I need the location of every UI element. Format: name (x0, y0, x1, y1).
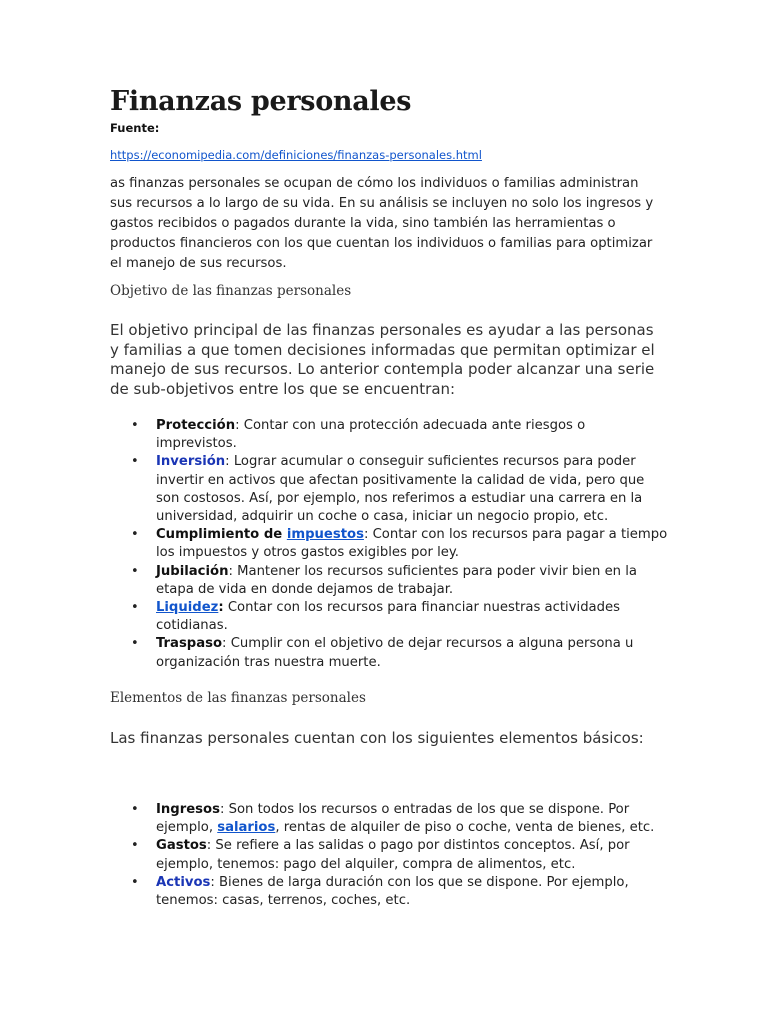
bullet-icon: • (131, 454, 139, 470)
page-title: Finanzas personales (110, 86, 412, 117)
list-item-term: Protección (156, 418, 236, 433)
section-heading-elementos: Elementos de las finanzas personales (110, 690, 366, 706)
list-item-text: , rentas de alquiler de piso o coche, venta de bienes, etc. (275, 820, 655, 836)
objetivos-list (110, 417, 670, 672)
list-item-colon: : (222, 636, 227, 652)
list-item-term: Ingresos (156, 802, 220, 817)
list-item-text: : Contar con los recursos para pagar a tiempo los impuestos y otros gastos exigibles por ley. (156, 527, 668, 561)
list-item-term: Traspaso (156, 636, 223, 652)
list-item-term: Cumplimiento de (156, 527, 287, 543)
list-item-text: Contar con los recursos para financiar nuestras actividades cotidianas. (156, 600, 620, 634)
list-item (110, 563, 670, 599)
list-item (110, 635, 670, 671)
list-item (110, 526, 670, 562)
section-heading-objetivo: Objetivo de las finanzas personales (110, 283, 352, 299)
salarios-link[interactable]: salarios (217, 820, 276, 836)
bullet-icon: • (131, 838, 139, 854)
bullet-icon: • (131, 802, 139, 817)
bullet-icon: • (131, 874, 139, 890)
list-item (110, 874, 670, 910)
liquidez-link[interactable]: Liquidez (156, 600, 219, 616)
bullet-icon: • (131, 527, 139, 543)
elementos-list (110, 801, 670, 910)
list-item-colon: : (218, 600, 224, 616)
list-item-colon: : (235, 418, 240, 433)
list-item-text: Mantener los recursos suficientes para poder vivir bien en la etapa de vida en donde dejamos de trabajar. (156, 563, 637, 597)
source-label: Fuente: (110, 121, 160, 135)
list-item-text: : Se refiere a las salidas o pago por distintos conceptos. Así, por ejemplo, tenemos: pago del alquiler, compra de alimentos, etc. (156, 838, 630, 872)
list-item-text: Contar con una protección adecuada ante riesgos o imprevistos. (156, 418, 586, 452)
list-item-text: Cumplir con el objetivo de dejar recursos a alguna persona u organización tras nuestra muerte. (156, 636, 634, 670)
section-paragraph-objetivo: El objetivo principal de las finanzas personales es ayudar a las personas y familias a que tomen decisiones informadas que permitan optimizar el manejo de sus recursos. Lo anterior contempla poder alcanzar una serie de sub-objetivos entre los que se encuentran: (110, 321, 655, 399)
list-item-term: Activos (156, 874, 211, 890)
list-item-text: Lograr acumular o conseguir suficientes recursos para poder invertir en activos que afectan positivamente la calidad de vida, pero que son costosos. Así, por ejemplo, nos referimos a estudiar una carrera en la universidad, adquirir un coche o casa, iniciar un negocio propio, etc. (156, 454, 645, 525)
bullet-icon: • (131, 418, 139, 433)
bullet-icon: • (131, 636, 139, 652)
section-paragraph-elementos: Las finanzas personales cuentan con los siguientes elementos básicos: (110, 729, 644, 747)
list-item (110, 599, 670, 635)
intro-paragraph: as finanzas personales se ocupan de cómo los individuos o familias administran sus recursos a lo largo de su vida. En su análisis se incluyen no solo los ingresos y gastos recibidos o pagados durante la vida, sino también las herramientas o productos financieros con los que cuentan los individuos o familias para optimizar el manejo de sus recursos. (110, 176, 654, 271)
list-item-text: : Bienes de larga duración con los que se dispone. Por ejemplo, tenemos: casas, terrenos, coches, etc. (156, 874, 629, 909)
impuestos-link[interactable]: impuestos (286, 527, 364, 543)
list-item-term: Gastos (156, 838, 207, 854)
list-item-colon: : (228, 563, 233, 579)
source-link[interactable]: https://economipedia.com/definiciones/finanzas-personales.html (110, 148, 482, 162)
list-item (110, 417, 670, 453)
bullet-icon: • (131, 563, 139, 579)
list-item-term: Jubilación (156, 563, 229, 579)
list-item (110, 837, 670, 873)
list-item (110, 801, 670, 837)
bullet-icon: • (131, 600, 139, 616)
list-item-text: : Son todos los recursos o entradas de los que se dispone. Por ejemplo, (156, 802, 630, 836)
list-item-term: Inversión (156, 454, 226, 470)
list-item-colon: : (225, 454, 230, 470)
list-item (110, 453, 670, 526)
